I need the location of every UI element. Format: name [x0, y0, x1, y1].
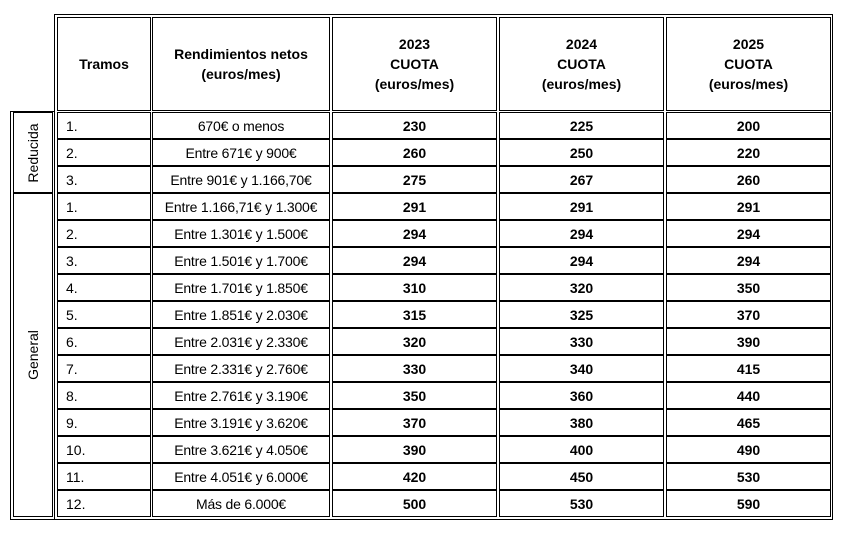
cell-text: 250 — [569, 144, 594, 161]
header-unit: (euros/mes) — [374, 76, 455, 92]
cell-tramo — [57, 409, 151, 436]
cell-text: 500 — [402, 495, 427, 512]
cell-v2024 — [499, 355, 664, 382]
cell-text: 291 — [736, 198, 761, 215]
cell-v2024 — [499, 274, 664, 301]
cell-range — [152, 409, 330, 436]
cell-v2025 — [666, 112, 831, 139]
cell-text: 325 — [569, 306, 594, 323]
cell-text: 350 — [402, 387, 427, 404]
cell-v2024 — [499, 328, 664, 355]
cell-text: Más de 6.000€ — [195, 495, 287, 512]
cell-text: Entre 1.301€ y 1.500€ — [174, 225, 308, 242]
cell-text: Entre 1.851€ y 2.030€ — [174, 306, 308, 323]
cell-range — [152, 112, 330, 139]
cell-text: 9. — [66, 414, 78, 431]
cell-text: Entre 4.051€ y 6.000€ — [174, 468, 308, 485]
cell-text: 200 — [736, 117, 761, 134]
cell-tramo — [57, 301, 151, 328]
cell-v2025 — [666, 409, 831, 436]
cell-range — [152, 490, 330, 517]
header-cuota: CUOTA — [390, 56, 439, 72]
cell-v2023 — [332, 112, 497, 139]
cell-range — [152, 328, 330, 355]
header-tramos-label: Tramos — [79, 56, 129, 72]
header-year-2025 — [666, 17, 831, 111]
cell-v2024 — [499, 490, 664, 517]
cell-text: 490 — [736, 441, 761, 458]
header-year-2023 — [332, 17, 497, 111]
cell-text: 275 — [402, 171, 427, 188]
cell-text: 1. — [66, 198, 78, 215]
cell-v2025 — [666, 274, 831, 301]
cell-v2023 — [332, 301, 497, 328]
cell-text: 415 — [736, 360, 761, 377]
header-unit: (euros/mes) — [708, 76, 789, 92]
cell-v2023 — [332, 166, 497, 193]
cell-text: 6. — [66, 333, 78, 350]
cell-v2024 — [499, 463, 664, 490]
header-year-2024 — [499, 17, 664, 111]
cell-v2023 — [332, 328, 497, 355]
cell-v2025 — [666, 382, 831, 409]
cell-text: 310 — [402, 279, 427, 296]
cell-text: 450 — [569, 468, 594, 485]
cell-text: Entre 1.701€ y 1.850€ — [174, 279, 308, 296]
cell-text: 420 — [402, 468, 427, 485]
cell-v2024 — [499, 139, 664, 166]
header-unit: (euros/mes) — [541, 76, 622, 92]
cell-text: Entre 1.501€ y 1.700€ — [174, 252, 308, 269]
cell-text: 2. — [66, 225, 78, 242]
cell-tramo — [57, 382, 151, 409]
cell-v2023 — [332, 436, 497, 463]
cell-v2023 — [332, 274, 497, 301]
cell-text: Entre 901€ y 1.166,70€ — [170, 171, 312, 188]
cell-text: 370 — [736, 306, 761, 323]
cell-text: 220 — [736, 144, 761, 161]
cell-v2024 — [499, 382, 664, 409]
group-label: Reducida — [25, 122, 41, 183]
cell-v2025 — [666, 220, 831, 247]
cell-text: 260 — [402, 144, 427, 161]
cell-v2023 — [332, 409, 497, 436]
cell-v2024 — [499, 436, 664, 463]
cell-tramo — [57, 328, 151, 355]
cell-text: 340 — [569, 360, 594, 377]
cell-text: 260 — [736, 171, 761, 188]
cell-v2025 — [666, 463, 831, 490]
cell-text: 315 — [402, 306, 427, 323]
cell-v2025 — [666, 247, 831, 274]
cell-text: 294 — [402, 225, 427, 242]
cell-text: 5. — [66, 306, 78, 323]
group-label: General — [25, 330, 41, 380]
header-year: 2023 — [398, 36, 431, 52]
cell-range — [152, 247, 330, 274]
cell-v2025 — [666, 355, 831, 382]
cell-text: 530 — [569, 495, 594, 512]
cell-range — [152, 220, 330, 247]
header-rendimientos-line1: Rendimientos netos — [174, 46, 308, 62]
cell-v2023 — [332, 355, 497, 382]
cell-v2024 — [499, 301, 664, 328]
cell-text: 670€ o menos — [197, 117, 285, 134]
cell-text: 2. — [66, 144, 78, 161]
cell-v2023 — [332, 139, 497, 166]
cell-text: 267 — [569, 171, 594, 188]
cell-v2023 — [332, 382, 497, 409]
cell-v2025 — [666, 328, 831, 355]
cell-v2024 — [499, 193, 664, 220]
cell-range — [152, 193, 330, 220]
cell-text: 294 — [402, 252, 427, 269]
cell-text: 294 — [569, 252, 594, 269]
cell-text: 370 — [402, 414, 427, 431]
cell-range — [152, 139, 330, 166]
cell-text: 294 — [569, 225, 594, 242]
cell-range — [152, 355, 330, 382]
cell-text: 3. — [66, 252, 78, 269]
cell-v2025 — [666, 139, 831, 166]
cell-range — [152, 382, 330, 409]
cell-text: 11. — [66, 468, 85, 485]
cell-range — [152, 436, 330, 463]
cell-v2023 — [332, 463, 497, 490]
header-tramos — [57, 17, 151, 111]
group-general — [13, 193, 53, 517]
cell-text: Entre 1.166,71€ y 1.300€ — [164, 198, 318, 215]
cell-tramo — [57, 220, 151, 247]
cell-v2025 — [666, 436, 831, 463]
cell-text: Entre 3.191€ y 3.620€ — [174, 414, 308, 431]
cell-text: 380 — [569, 414, 594, 431]
cell-v2025 — [666, 193, 831, 220]
cell-v2025 — [666, 490, 831, 517]
cell-text: 590 — [736, 495, 761, 512]
header-rendimientos — [152, 17, 330, 111]
group-reducida — [13, 112, 53, 193]
cell-v2024 — [499, 220, 664, 247]
cell-text: 7. — [66, 360, 78, 377]
cell-text: 12. — [66, 495, 86, 512]
cell-text: 225 — [569, 117, 594, 134]
cell-text: 400 — [569, 441, 594, 458]
cell-range — [152, 463, 330, 490]
cell-text: 230 — [402, 117, 427, 134]
cell-text: 320 — [402, 333, 427, 350]
cell-tramo — [57, 463, 151, 490]
cell-text: Entre 2.031€ y 2.330€ — [174, 333, 308, 350]
cell-text: 291 — [569, 198, 594, 215]
cell-tramo — [57, 247, 151, 274]
cell-tramo — [57, 355, 151, 382]
cell-tramo — [57, 166, 151, 193]
cell-text: 350 — [736, 279, 761, 296]
cell-text: 330 — [402, 360, 427, 377]
cell-text: 330 — [569, 333, 594, 350]
cell-text: 4. — [66, 279, 78, 296]
cell-v2025 — [666, 301, 831, 328]
cell-text: 10. — [66, 441, 86, 458]
cell-v2024 — [499, 247, 664, 274]
cell-text: 3. — [66, 171, 78, 188]
cell-tramo — [57, 139, 151, 166]
cell-text: 360 — [569, 387, 594, 404]
cell-text: 440 — [736, 387, 761, 404]
cell-tramo — [57, 274, 151, 301]
cell-v2024 — [499, 166, 664, 193]
cell-v2023 — [332, 247, 497, 274]
cell-text: Entre 3.621€ y 4.050€ — [174, 441, 308, 458]
cell-text: 390 — [402, 441, 427, 458]
cell-text: 320 — [569, 279, 594, 296]
cell-text: Entre 2.331€ y 2.760€ — [174, 360, 308, 377]
cell-range — [152, 301, 330, 328]
cell-tramo — [57, 436, 151, 463]
header-rendimientos-line2: (euros/mes) — [201, 66, 281, 82]
cell-text: 390 — [736, 333, 761, 350]
cell-text: Entre 671€ y 900€ — [185, 144, 297, 161]
cell-v2023 — [332, 490, 497, 517]
cell-tramo — [57, 490, 151, 517]
header-year: 2024 — [565, 36, 598, 52]
cell-text: 465 — [736, 414, 761, 431]
cell-v2025 — [666, 166, 831, 193]
cell-v2023 — [332, 193, 497, 220]
cell-range — [152, 274, 330, 301]
cell-text: 291 — [402, 198, 427, 215]
cell-text: Entre 2.761€ y 3.190€ — [174, 387, 308, 404]
cell-v2023 — [332, 220, 497, 247]
cell-tramo — [57, 193, 151, 220]
header-cuota: CUOTA — [557, 56, 606, 72]
cell-text: 294 — [736, 225, 761, 242]
cell-range — [152, 166, 330, 193]
cell-tramo — [57, 112, 151, 139]
header-cuota: CUOTA — [724, 56, 773, 72]
cell-text: 1. — [66, 117, 78, 134]
cell-v2024 — [499, 409, 664, 436]
header-year: 2025 — [732, 36, 765, 52]
cell-text: 8. — [66, 387, 78, 404]
cell-text: 294 — [736, 252, 761, 269]
cell-v2024 — [499, 112, 664, 139]
cell-text: 530 — [736, 468, 761, 485]
